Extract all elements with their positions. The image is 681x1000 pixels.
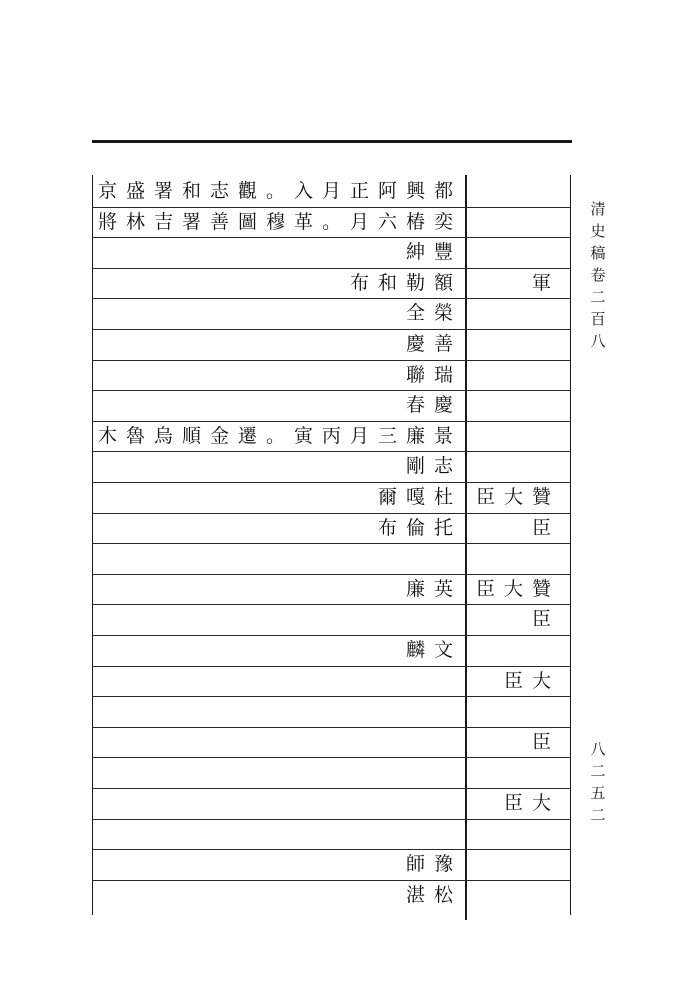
left-cell-text: 聯瑞: [405, 363, 462, 386]
top-rule: [92, 140, 572, 143]
table-row: [92, 268, 570, 298]
left-cell-text: 木魯烏順金遷。寅丙月三廉景: [97, 424, 462, 447]
left-cell-text: 布倫托: [377, 516, 462, 539]
left-cell: [92, 819, 462, 849]
right-cell: [467, 696, 570, 726]
left-cell-text: 剛志: [405, 455, 462, 478]
right-cell: [467, 819, 570, 849]
table-row: [92, 666, 570, 696]
table-row: [92, 237, 570, 267]
left-cell-text: 將林吉署善圖穆革。月六椿奕: [97, 210, 462, 233]
table-row: [92, 757, 570, 787]
right-cell: [467, 788, 570, 818]
table-row: [92, 727, 570, 757]
right-cell-text: 臣大: [503, 792, 560, 814]
left-cell-text: 湛松: [405, 883, 462, 906]
right-cell: [467, 666, 570, 696]
left-cell: [92, 604, 462, 634]
left-cell: [92, 666, 462, 696]
right-cell-text: 臣大: [503, 669, 560, 692]
right-cell-text: 臣大贊: [475, 486, 560, 508]
left-cell: [92, 788, 462, 818]
right-cell: [467, 513, 570, 543]
left-cell: [92, 176, 462, 206]
left-cell: [92, 727, 462, 757]
left-cell-text: 慶善: [405, 333, 462, 355]
table-row: [92, 696, 570, 726]
page-number: 八二五二: [590, 740, 606, 824]
left-cell-text: 全榮: [405, 302, 462, 325]
table-row: [92, 360, 570, 390]
table-row: [92, 329, 570, 359]
left-cell: [92, 390, 462, 420]
right-cell-text: 臣大贊: [475, 577, 560, 600]
side-title: 清史稿卷二百八: [590, 200, 606, 350]
left-cell: [92, 451, 462, 481]
left-cell: [92, 849, 462, 879]
right-cell: [467, 757, 570, 787]
left-cell-text: 爾嘎杜: [377, 486, 462, 508]
right-cell-text: 軍: [531, 271, 560, 294]
left-cell-text: 廉英: [405, 577, 462, 600]
table-row: [92, 880, 570, 910]
table-row: [92, 207, 570, 237]
right-cell: [467, 390, 570, 420]
right-cell: [467, 207, 570, 237]
right-cell: [467, 237, 570, 267]
right-cell: [467, 360, 570, 390]
right-cell-text: 臣: [531, 730, 560, 753]
left-cell: [92, 268, 462, 298]
right-cell: [467, 635, 570, 665]
left-cell: [92, 880, 462, 910]
right-cell: [467, 451, 570, 481]
left-cell: [92, 360, 462, 390]
left-cell: [92, 635, 462, 665]
right-cell: [467, 298, 570, 328]
right-cell: [467, 543, 570, 573]
table-row: [92, 788, 570, 818]
left-cell: [92, 574, 462, 604]
right-border: [570, 175, 571, 915]
right-cell: [467, 268, 570, 298]
left-cell: [92, 207, 462, 237]
left-cell: [92, 237, 462, 267]
table-row: [92, 849, 570, 879]
table-row: [92, 513, 570, 543]
left-cell-text: 麟文: [405, 639, 462, 661]
left-cell: [92, 543, 462, 573]
table-row: [92, 574, 570, 604]
table-row: [92, 421, 570, 451]
table-row: [92, 176, 570, 206]
table-row: [92, 482, 570, 512]
left-cell: [92, 513, 462, 543]
right-cell: [467, 727, 570, 757]
right-cell-text: 臣: [531, 608, 560, 631]
left-cell: [92, 757, 462, 787]
left-cell: [92, 329, 462, 359]
table-row: [92, 604, 570, 634]
table-row: [92, 819, 570, 849]
left-cell-text: 紳豐: [405, 241, 462, 264]
right-cell: [467, 176, 570, 206]
table-row: [92, 298, 570, 328]
table-row: [92, 635, 570, 665]
right-cell: [467, 574, 570, 604]
left-cell: [92, 298, 462, 328]
right-cell: [467, 482, 570, 512]
table-row: [92, 543, 570, 573]
table-row: [92, 390, 570, 420]
left-cell-text: 布和勒額: [349, 271, 462, 294]
right-cell: [467, 880, 570, 910]
left-cell-text: 師豫: [405, 853, 462, 876]
right-cell: [467, 849, 570, 879]
left-cell: [92, 696, 462, 726]
right-cell: [467, 421, 570, 451]
left-cell: [92, 482, 462, 512]
right-cell-text: 臣: [531, 516, 560, 539]
left-cell: [92, 421, 462, 451]
right-cell: [467, 604, 570, 634]
table-row: [92, 451, 570, 481]
right-cell: [467, 329, 570, 359]
left-cell-text: 京盛署和志觀。入月正阿興都: [97, 180, 462, 202]
left-cell-text: 春慶: [405, 394, 462, 417]
